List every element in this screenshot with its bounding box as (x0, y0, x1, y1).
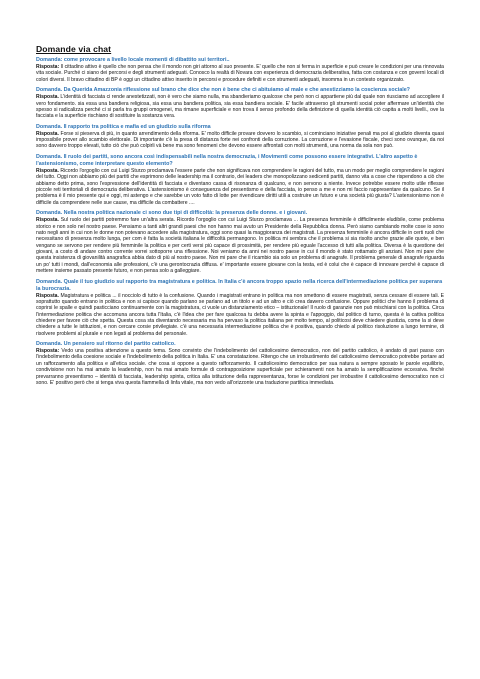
answer-label: Risposta. (36, 292, 59, 299)
question-2: Domanda. Da Querida Amazzonia riflessione sul brano che dice che non è bene che ci abituiamo al male e che anestizziamo la coscienza sociale? (36, 87, 410, 94)
answer-text: Ricordo l'orgoglio con cui Luigi Sturzo proclamava l'essere parte che non significava non comprendere le ragioni del tutto, ma un modo per meglio comprendere le ragioni del tutto. Oggi non abbiamo più dei partiti che esprimono delle leadership ma il contrario, dei leaders che monopolizzano sedicenti partiti, danno vita a cose che rispendono a ciò che abbiamo detto prima, sono l'espressione dell'identità di facciata e diventano cassa di risonanza di qualcuno, e non servono a niente. Invece potrebbe essere molto utile riflesse piccole reti territoriali di democrazia deliberativa. L'astensionismo è conseguenza del presentismo e della facciata, io penso a me e non mi faccio rappresentare da qualcuno. Se il problema è il mio presente qui e oggi, mi astengo e che sarebbe un voto fatto di lotte per rivendicare diritti utili a costruire un futuro e una società più giusta? L'astensionismo non è difficile da comprendere nelle sue cause, ma difficile da combattere .... (36, 168, 444, 206)
answer-5 (36, 217, 444, 274)
qa-block-1 (36, 57, 444, 83)
answer-7 (36, 348, 444, 386)
answer-4 (36, 168, 444, 206)
question-label: Domanda (36, 154, 61, 160)
question-text: Il ruolo dei partiti, sono ancora così indispensabili nella nostra democrazia, i Movimenti come possono essere integrativi. L'altro aspetto è l'astensionismo, come interpretare questo elemento? (36, 154, 418, 167)
answer-label: Risposta: (36, 348, 60, 355)
answer-text: L'identità di facciata ci rende anestetizzati, non è vero che siamo nulla, ma sbandieriamo qualcose che però non ci appartiene più dal quale non riusciamo ad accogliere il vero fondamento. sia essa una bandiera religiosa, sia essa una bandiera politica, sia essa bandiera sociale. E' facile attraverso gli strumenti social poter affermare un'identità che spesso si radicalizza perché ci si parla tra gruppi omogenei, ma rimane superficiale e non trova il senso profondo della definizione di quella identità ciò capita a molti livelli., ove la facciata e la superficie rischiano di sostituire la sostanza vera. (36, 94, 444, 120)
question-label: Domanda (36, 87, 61, 94)
qa-block-2 (36, 87, 444, 119)
answer-label: Risposta. (36, 94, 59, 101)
question-text: Quale il tuo giudizio sul rapporto tra magistratura e politica. In Italia c'è ancora troppo spazio nella ricerca dell'intermediazione politica per superara la burocrazia. (36, 278, 443, 292)
answer-text: Vedo una positiva attenzione a questo tema. Sono convinto che l'indebolimento del cattolicesimo democratico, non del partito cattolico, è andato di pari passo con l'indebolimento della coesione sociale e l'indebolimento della politica in Italia. E' una constatazione. Ritengo che un irrobustimento del cattolicesimo democratico potrebbe portare ad un rafforzamento alla politica e all'etica sociale. che cosa si oppone a questo rafforzamento. Il cattolicesimo democratico per sua natura a sempre sposato le parole equilibrio, condivisione non ha mai amato la leadership, non ha mai amato formule di contrapposizione superficiale per schieramenti non ha amato la semplificazione eccessiva. finché prevarranno presentismo – identità di facciata, leadership spinta, critica alla istituzione della rappresentanza, forse le condizioni per irrobustire il cattolicesimo democratico non ci sono. E' positivo però che si tenga viva questa fiammella di linfa vitale, ma non vedo all'orizzonte una traduzione partitica immediata. (36, 348, 444, 386)
answer-text: Il cittadino attivo è quello che non pensa che il mondo non giri attorno al suo presente. E' quello che non si ferma in superficie e può creare le condizioni per una rinnovata vita sociale. Purché ci siano dei percorsi e degli strumenti adeguati. Conosco la realtà di Novara con esperienza di democrazia deliberativa, fatta con costanza e con governi locali di colori diversi. Il bravo cittadino di BP è oggi un cittadino attivo inserito in percorsi e procedure definiti e con strumenti adeguati, insomma in un contesto organizzato. (36, 64, 444, 83)
qa-block-6 (36, 279, 444, 337)
answer-1 (36, 64, 444, 83)
question-7: Domanda. Un pensiero sul ritorno del partito cattolico. (36, 341, 176, 348)
question-label: Domanda (36, 123, 61, 130)
answer-label: Risposta: (36, 64, 60, 70)
question-label: Domanda (36, 210, 61, 217)
question-text: come provocare a livello locale momenti di dibattito sui territori.. (63, 57, 230, 63)
question-4: Domanda. Il ruolo dei partiti, sono ancora così indispensabili nella nostra democrazia, i Movimenti come possono essere integrativi. L'altro aspetto è l'astensionismo, come interpretare questo elemento? (36, 154, 418, 167)
question-6: Domanda. Quale il tuo giudizio sul rapporto tra magistratura e politica. In Italia c'è ancora troppo spazio nella ricerca dell'intermediazione politica per superara la burocrazia. (36, 278, 443, 292)
answer-label: Risposta. (36, 217, 59, 224)
answer-text: Forse si pieserva di più, in quanto arrendimento della riforma. E' molto difficile provare dovvero lo scambio, si cominciano iniziative penali ma poi al giudizio diventa quasi impossibile prover allo scambio elettorale. Di importante c'è la presa di distanza forte nei confronti della corruzione. La corruzione e l'evasione fiscale, checi sono ovunque, da noi sono davvero troppo elevati, tutto ciò che può colpirli và bene ma sono fenomeni che devono essere affrontati con molti strumenti, una norma da sola non può. (36, 130, 444, 150)
qa-block-5 (36, 210, 444, 274)
question-text: Nella nostra politica nazionale ci sono due tipi di difficoltà: la presenza delle donne. e i giovani. (63, 210, 308, 217)
question-label: Domanda (36, 278, 61, 285)
qa-block-3 (36, 124, 444, 150)
answer-2 (36, 94, 444, 119)
answer-3 (36, 131, 444, 150)
answer-text: Sul ruolo dei partiti potremmo fare un'altra serata. Ricordo l'orgoglio con cui Luigi Sturzo proclamava ... La presenza femminile è difficilmente eludibile, come problema storico e non solo nel nostro paese. Pensiamo a tanti altri grandi paesi che non hanno mai avuto un Presidente della Repubblica donna. Però siamo cambiando molte cose io sono nato negli anni in cui non le donne non potevano accedere alla magistratura, oggi sono quasi la maggioranza dei magistrati. La presenza femminile è ancora difficile in certi ruoli che necessitano di presenza molto lunga, per com è fatta la società italiana le difficoltà permangono. In politica mi sembra che il problema si sia risolto anche grazie alle quote, e ben vengano se servono per rendere più femminile la politica e per certi versi più capace di prossimità, per rendere più eguale l'accesso di tutti alla politica. Diversa è la questione dei giovani, a costo di andare contro corrente vorrei sottoporre una riflessione. Noi veniamo da anni nei nostro paese in cui il mondo è stato rottamato gli anziani. Non mi pare che questa insistenza di giovanilità anagrafica abbia dato di più al nostro paese. Non mi pare che il ricambio sia solo un problema di anagrafe. Il problema generale di anagrafe riguarda un po' tutti i mondi, dall'economia alle professioni, c'è una gerontocrazia diffusa. e' importante essere giovane con la testa, ed è colui che è capace di innovare perché è capace di mettere insieme passato presente futuro, e non pensa solo a galleggiare. (36, 217, 444, 274)
qa-block-4 (36, 154, 444, 206)
document-title: Domande via chat (36, 44, 112, 54)
answer-label: Risposta. (36, 130, 59, 137)
question-3: Domanda. Il rapporto tra politica e mafia ed un giudizio sulla riforma (36, 123, 211, 130)
answer-label: Risposta. (36, 168, 59, 174)
question-1: Domanda: come provocare a livello locale momenti di dibattito sui territori.. (36, 57, 230, 63)
question-label: Domanda (36, 341, 61, 348)
question-text: Il rapporto tra politica e mafia ed un giudizio sulla riforma (63, 123, 211, 130)
question-label: Domanda (36, 57, 61, 63)
answer-6 (36, 293, 444, 337)
question-5: Domanda. Nella nostra politica nazionale ci sono due tipi di difficoltà: la presenza delle donne. e i giovani. (36, 210, 308, 217)
question-text: Da Querida Amazzonia riflessione sul brano che dice che non è bene che ci abituiamo al male e che anestizziamo la coscienza sociale? (63, 87, 410, 94)
answer-text: Magistratura e politica ... il nocciolo di tutto è la confusione. Quando i magistrati entrano in politica ma non smettono di essere magistrati, senza cessare di essere tali. E soprattutto quando entrano in politica e non si capisce quando parlano se parlano ad un titolo e ad un altro e ciò crea dawero confusione. Oppure politici che hanno il problema di coprirsi le spalle e quindi pasticciano continuamente con la magistratura, ci vuole un distanziamento etico – istituzionale! Il ruolo di garanzie non può mischiarsi con la politica. Circa l'intermediazione politica che accomuna ancora tutta l'Italia, c'è l'idea che per fare qualcosa tu debba avere la spinta e l'appoggio, dal politico di turno, questa è la cattiva politica chiedere per favore ciò che spetta. Questa cosa sta diventando necessaria ma ha pervaso la politica italiana per molto tempo, al politicosi deve chiedere giustizia, come la si deve chiedere a tutte le istituzioni, e non cercare corsie privilegiate. c'è una necessaria intermediazione politica che è positiva, quando chiedo al politico risoluzione a lungo termine, di risolvere problemi al plurale e non legati al problema del personale. (36, 292, 444, 337)
question-text: Un pensiero sul ritorno del partito cattolico. (63, 341, 176, 348)
qa-block-7 (36, 341, 444, 386)
